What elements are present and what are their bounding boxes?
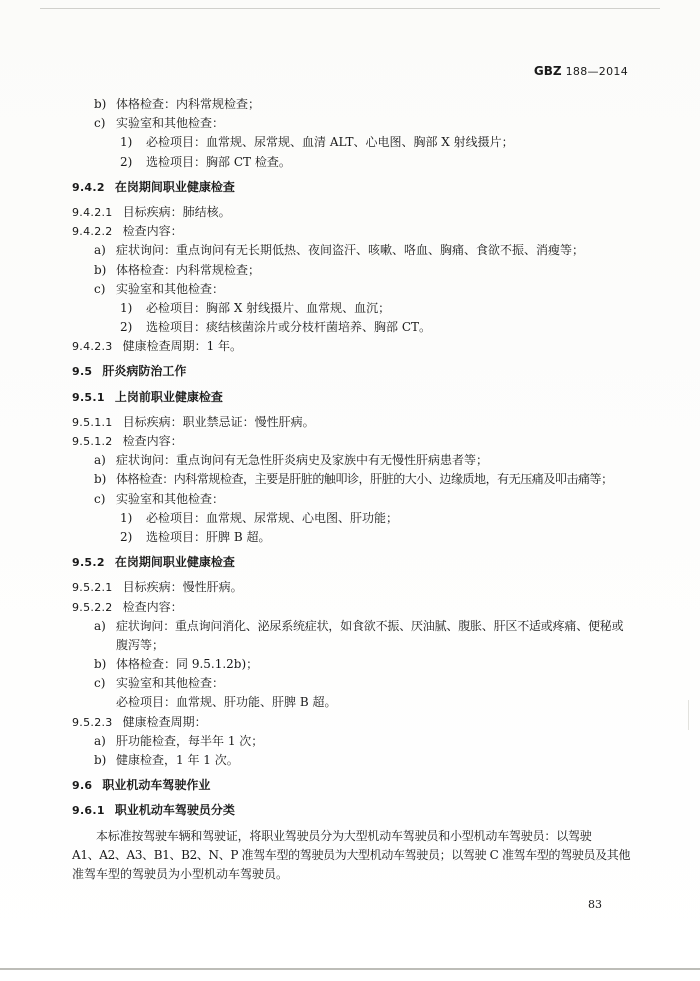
list-item-continuation: 必检项目：血常规、肝功能、肝脾 B 超。 [116,695,337,710]
sub-list-item: 2) 选检项目：胸部 CT 检查。 [120,154,291,169]
list-item: a) 症状询问：重点询问有无急性肝炎病史及家族中有无慢性肝病患者等； [94,453,489,468]
list-item: a) 肝功能检查，每半年 1 次； [94,733,264,748]
clause: 9.4.2.2 检查内容： [72,224,183,239]
list-item: b) 体格检查：内科常规检查，主要是肝脏的触叩诊，肝脏的大小、边缘质地，有无压痛及叩击痛等； [94,472,613,487]
page-number: 83 [588,898,602,911]
scan-artifact [688,700,689,730]
standard-number: 188—2014 [565,65,628,78]
list-item: b) 体格检查：同 9.5.1.2b)； [94,657,259,672]
list-item: a) 症状询问：重点询问有无长期低热、夜间盗汗、咳嗽、咯血、胸痛、食欲不振、消瘦等； [94,243,585,258]
scan-edge-top [40,8,660,9]
sub-list-item: 2) 选检项目：痰结核菌涂片或分枝杆菌培养、胸部 CT。 [120,320,432,335]
clause: 9.5.2.3 健康检查周期： [72,714,207,729]
list-item-continuation: 腹泻等； [116,637,165,652]
clause: 9.5.2.1 目标疾病：慢性肝病。 [72,580,243,595]
document-body [72,95,631,884]
list-item: c) 实验室和其他检查： [94,676,225,691]
sub-list-item: 2) 选检项目：肝脾 B 超。 [120,529,271,544]
paragraph-line: 准驾车型的驾驶员为小型机动车驾驶员。 [72,866,289,881]
section-heading: 9.5 肝炎病防治工作 [72,364,187,379]
sub-list-item: 1) 必检项目：血常规、尿常规、心电图、肝功能； [120,510,399,525]
list-item: b) 健康检查，1 年 1 次。 [94,753,239,767]
section-heading: 9.6.1 职业机动车驾驶员分类 [72,803,235,818]
clause: 9.5.1.2 检查内容： [72,434,183,448]
section-heading: 9.6 职业机动车驾驶作业 [72,778,211,793]
paragraph-line: 本标准按驾驶车辆和驾驶证，将职业驾驶员分为大型机动车驾驶员和小型机动车驾驶员：以驾驶 [96,828,592,843]
sub-list-item: 1) 必检项目：血常规、尿常规、血清 ALT、心电图、胸部 X 射线摄片； [120,135,514,150]
section-heading: 9.5.2 在岗期间职业健康检查 [72,555,235,570]
clause: 9.4.2.3 健康检查周期：1 年。 [72,339,243,354]
list-item: c) 实验室和其他检查： [94,491,225,506]
clause: 9.5.2.2 检查内容： [72,599,183,614]
list-item: a) 症状询问：重点询问消化、泌尿系统症状，如食欲不振、厌油腻、腹胀、肝区不适或疼痛、便秘或 [94,618,624,633]
clause: 9.4.2.1 目标疾病：肺结核。 [72,204,231,219]
list-item: b) 体格检查：内科常规检查； [94,262,261,277]
list-item: c) 实验室和其他检查： [94,116,225,131]
paragraph-line: A1、A2、A3、B1、B2、N、P 准驾车型的驾驶员为大型机动车驾驶员；以驾驶 C 准驾车型的驾驶员及其他 [72,847,631,862]
clause: 9.5.1.1 目标疾病：职业禁忌证：慢性肝病。 [72,414,315,429]
page-header [534,64,628,78]
section-heading: 9.4.2 在岗期间职业健康检查 [72,179,235,194]
section-heading: 9.5.1 上岗前职业健康检查 [72,389,223,404]
scan-edge-bottom [0,968,700,970]
list-item: c) 实验室和其他检查： [94,281,225,296]
standard-code: GBZ [533,64,562,78]
list-item: b) 体格检查：内科常规检查； [94,97,261,111]
sub-list-item: 1) 必检项目：胸部 X 射线摄片、血常规、血沉； [120,300,391,315]
